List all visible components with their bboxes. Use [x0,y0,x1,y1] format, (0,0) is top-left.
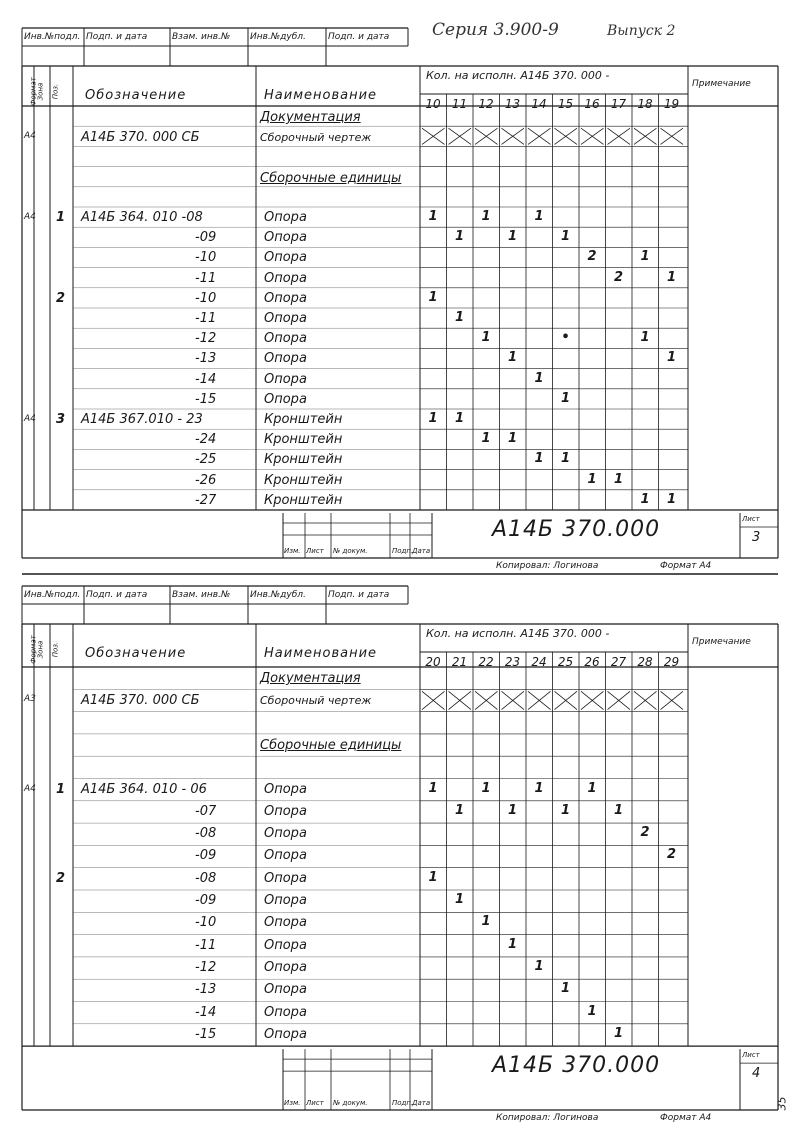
tb-label-1: Лист [306,547,324,555]
sheet-label: Лист [742,1051,760,1060]
row-name: Опора [264,371,307,387]
name-header: Наименование [264,646,378,661]
side-col-2: Поз. [51,83,60,100]
qty-14: 1 [534,209,544,224]
designation-header: Обозначение [85,88,187,103]
row-designation: -09 [195,848,217,864]
tb-label-0: Изм. [284,547,301,555]
side-col-0: Формат [29,635,38,664]
row-name: Кронштейн [264,412,343,427]
row-name: Опора [264,803,307,819]
row-name: Опора [264,826,307,842]
section-heading: Документация [260,671,361,686]
qty-22: 1 [481,914,491,930]
qty-15: • [561,330,570,346]
notes-header: Примечание [692,79,751,89]
variant-col-21: 21 [451,655,468,669]
row-designation: -07 [195,803,217,819]
stamp-label-3: Инв.№дубл. [250,32,306,42]
variant-col-19: 19 [663,97,680,111]
qty-21: 1 [454,892,465,907]
qty-19: 1 [666,350,677,366]
row-name: Опора [264,893,307,908]
variant-col-14: 14 [531,97,547,111]
side-col-2: Поз. [51,641,60,658]
designation-header: Обозначение [85,646,187,661]
qty-26: 1 [587,780,597,796]
qty-22: 1 [481,780,491,796]
qty-14: 1 [534,370,544,386]
qty-28: 2 [640,825,650,841]
row-pos: 2 [56,870,66,886]
qty-13: 1 [507,350,518,366]
variant-col-26: 26 [584,655,600,669]
row-designation: -10 [195,250,217,266]
row-designation: -12 [195,959,217,975]
qty-24: 1 [534,780,544,796]
format-label: Формат А4 [660,561,712,571]
tb-label-3: Подп. [392,547,414,555]
qty-26: 1 [587,1003,597,1019]
qty-19: 1 [666,491,677,507]
tb-label-4: Дата [412,1099,431,1107]
qty-17: 2 [613,269,624,285]
row-format: А4 [24,212,36,222]
variant-col-17: 17 [610,97,627,111]
row-name: Опора [264,1026,307,1042]
row-name: Опора [264,311,307,326]
page-edge-number: 35 [775,1096,789,1111]
doc-code: А14Б 370.000 [492,1053,661,1079]
notes-header: Примечание [692,637,751,647]
row-designation: -27 [195,492,217,508]
row-pos: 2 [56,290,66,306]
qty-11: 1 [454,411,465,426]
qty-24: 1 [534,958,544,974]
variant-col-27: 27 [610,655,627,669]
sheet-number: 4 [752,1066,761,1082]
copied-by: Копировал: Логинова [496,1113,599,1123]
variant-col-13: 13 [504,97,521,111]
section-heading: Сборочные единицы [260,737,402,753]
series-label: Серия 3.900-9 [432,20,559,40]
row-pos: 1 [56,781,66,797]
row-pos: 1 [56,210,66,225]
stamp-label-0: Инв.№подл. [24,32,81,42]
row-designation: -25 [195,452,217,468]
stamp-label-4: Подп. и дата [328,590,390,600]
qty-13: 1 [507,229,518,245]
variant-col-10: 10 [425,97,441,111]
row-designation: -12 [195,331,217,347]
row-designation: -15 [195,1026,217,1042]
tb-label-1: Лист [306,1099,324,1107]
stamp-label-2: Взам. инв.№ [172,32,231,42]
row-designation: -14 [195,371,217,387]
row-name: Опора [264,870,307,886]
qty-16: 1 [587,471,597,487]
row-designation: А14Б 367.010 - 23 [81,412,203,427]
row-designation: -13 [195,982,217,998]
qty-12: 1 [481,209,491,224]
row-designation: -10 [195,915,217,931]
variant-col-12: 12 [478,97,494,111]
qty-10: 1 [428,209,438,224]
row-name: Кронштейн [264,452,343,468]
variant-col-24: 24 [531,655,547,669]
qty-17: 1 [613,471,624,487]
qty-15: 1 [560,390,571,406]
variant-col-18: 18 [637,97,653,111]
row-designation: -14 [195,1004,217,1020]
doc-format: А3 [24,694,36,705]
qty-10: 1 [428,289,438,305]
qty-12: 1 [481,330,491,346]
row-name: Опора [264,915,307,931]
qty-18: 1 [640,491,650,507]
row-name: Опора [264,391,307,407]
doc-name: Сборочный чертеж [260,131,372,145]
qty-15: 1 [560,229,571,245]
row-name: Опора [264,959,307,975]
doc-designation: А14Б 370. 000 СБ [81,693,200,709]
qty-25: 1 [560,981,571,997]
stamp-label-3: Инв.№дубл. [250,590,306,600]
row-pos: 3 [56,412,66,427]
row-name: Опора [264,331,307,347]
row-designation: А14Б 364. 010 -08 [81,210,203,225]
qty-16: 2 [587,249,597,265]
variant-col-25: 25 [557,655,574,669]
qty-12: 1 [481,431,491,447]
qty-18: 1 [640,249,650,265]
tb-label-0: Изм. [284,1099,301,1107]
tb-label-2: № докум. [333,547,368,555]
tb-label-3: Подп. [392,1099,414,1107]
stamp-label-0: Инв.№подл. [24,590,81,600]
doc-name: Сборочный чертеж [260,694,372,708]
row-name: Опора [264,351,307,367]
copied-by: Копировал: Логинова [496,561,599,571]
row-name: Опора [264,210,307,225]
qty-21: 1 [454,802,465,818]
row-designation: -11 [195,270,217,286]
stamp-label-1: Подп. и дата [86,590,148,600]
issue-label: Выпуск 2 [607,23,676,39]
row-designation: А14Б 364. 010 - 06 [81,781,207,797]
stamp-label-1: Подп. и дата [86,32,148,42]
row-designation: -10 [195,290,217,306]
variant-col-15: 15 [557,97,574,111]
row-designation: -11 [195,937,217,953]
qty-23: 1 [507,936,518,952]
row-name: Опора [264,250,307,266]
row-name: Опора [264,937,307,953]
row-name: Опора [264,1004,307,1020]
variant-col-11: 11 [451,97,468,111]
qty-23: 1 [507,802,518,818]
section-heading: Документация [260,110,361,125]
variant-col-23: 23 [504,655,521,669]
qty-25: 1 [560,802,571,818]
doc-designation: А14Б 370. 000 СБ [81,130,200,146]
row-name: Опора [264,781,307,797]
sheet-label: Лист [742,515,760,523]
qty-20: 1 [428,780,438,796]
side-col-1: Зона [36,82,45,101]
section-heading: Сборочные единицы [260,170,402,186]
qty-18: 1 [640,330,650,346]
row-designation: -09 [195,230,217,246]
row-name: Кронштейн [264,472,343,488]
row-format: А4 [24,783,36,794]
side-col-1: Зона [36,640,45,659]
stamp-label-2: Взам. инв.№ [172,590,231,600]
row-designation: -08 [195,826,217,842]
row-designation: -09 [195,893,217,908]
name-header: Наименование [264,88,378,103]
row-designation: -13 [195,351,217,367]
qty-20: 1 [428,869,438,885]
qty-19: 1 [666,269,677,285]
row-name: Опора [264,290,307,306]
row-name: Опора [264,230,307,246]
qty-title: Кол. на исполн. А14Б 370. 000 - [426,69,610,82]
tb-label-4: Дата [412,547,431,555]
qty-10: 1 [428,411,438,426]
doc-format: А4 [24,131,36,142]
sheet-number: 3 [752,530,761,545]
format-label: Формат А4 [660,1113,712,1123]
side-col-0: Формат [29,77,38,106]
variant-col-29: 29 [663,655,680,669]
row-designation: -08 [195,870,217,886]
qty-13: 1 [507,431,518,447]
qty-14: 1 [534,451,544,467]
row-name: Опора [264,270,307,286]
row-designation: -11 [195,311,217,326]
stamp-label-4: Подп. и дата [328,32,390,42]
variant-col-16: 16 [584,97,600,111]
row-designation: -26 [195,472,217,488]
qty-29: 2 [666,847,677,863]
variant-col-22: 22 [478,655,494,669]
row-name: Кронштейн [264,492,343,508]
qty-title: Кол. на исполн. А14Б 370. 000 - [426,627,610,640]
row-name: Опора [264,848,307,864]
qty-11: 1 [454,310,465,325]
row-name: Кронштейн [264,432,343,448]
row-format: А4 [24,414,36,424]
qty-27: 1 [613,1025,624,1041]
row-designation: -15 [195,391,217,407]
doc-code: А14Б 370.000 [492,517,661,542]
variant-col-28: 28 [637,655,653,669]
qty-15: 1 [560,451,571,467]
row-name: Опора [264,982,307,998]
qty-27: 1 [613,802,624,818]
variant-col-20: 20 [425,655,441,669]
tb-label-2: № докум. [333,1099,368,1107]
row-designation: -24 [195,432,217,448]
qty-11: 1 [454,229,465,245]
